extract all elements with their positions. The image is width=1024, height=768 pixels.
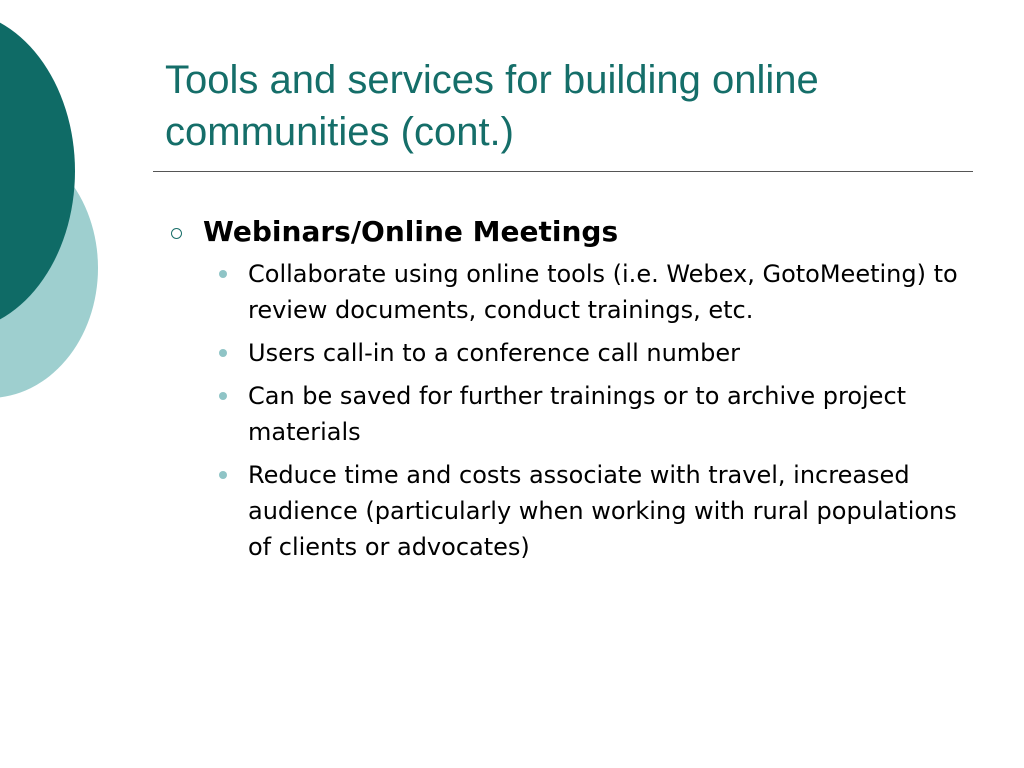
bullet-text: Reduce time and costs associate with travel, increased audience (particularly when working with rural populations of clients or advocates) [248,461,957,561]
bullet-text: Collaborate using online tools (i.e. Webex, GotoMeeting) to review documents, conduct trainings, etc. [248,260,958,324]
bullet-item [165,457,968,565]
slide-title: Tools and services for building online communities (cont.) [165,58,819,154]
dot-bullet-icon [219,270,227,278]
bullet-list [165,256,985,565]
dot-bullet-icon [219,471,227,479]
bullet-text: Users call-in to a conference call number [248,339,741,367]
bullet-item [165,335,968,371]
slide-content [165,212,985,572]
section-heading [165,212,985,252]
section-heading-text: Webinars/Online Meetings [203,215,619,248]
bullet-item [165,256,968,328]
title-divider [153,171,973,172]
bullet-item [165,378,968,450]
hollow-circle-bullet-icon [171,228,182,239]
bullet-text: Can be saved for further trainings or to archive project materials [248,382,907,446]
dot-bullet-icon [219,392,227,400]
dot-bullet-icon [219,349,227,357]
